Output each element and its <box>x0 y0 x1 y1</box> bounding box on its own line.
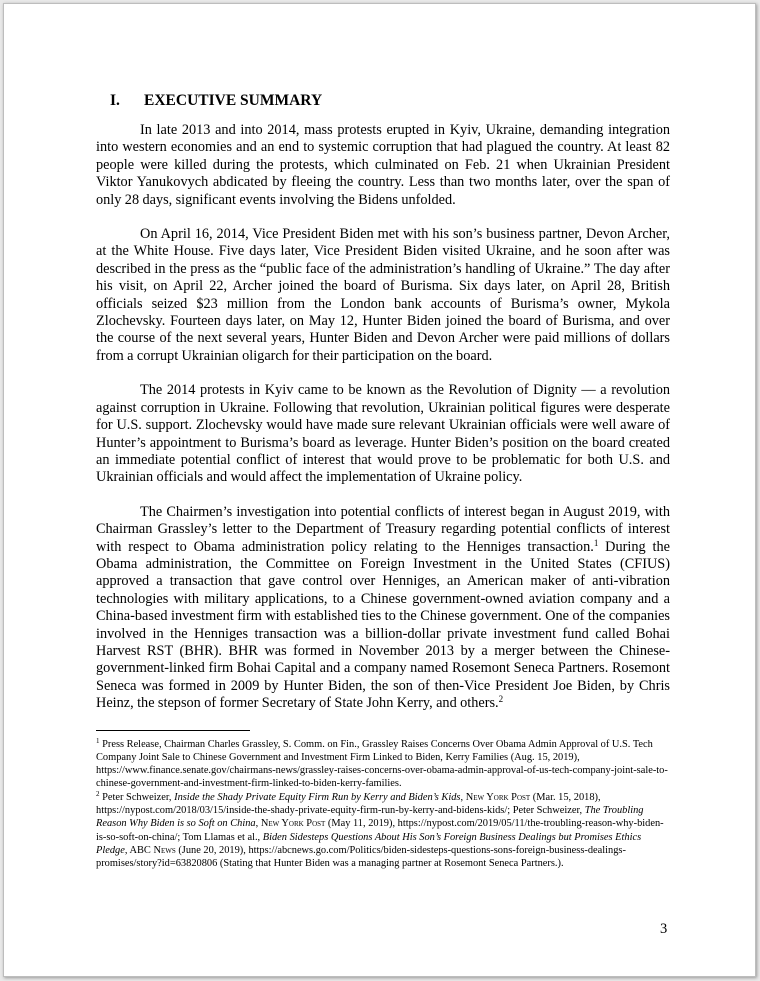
footnote-ref-1[interactable]: 1 <box>593 537 599 548</box>
footnote-2-mark: 2 <box>96 789 100 798</box>
page-number: 3 <box>660 921 668 937</box>
footnote-separator <box>96 730 250 731</box>
footnote-2-text-i: (May 11, 2019), https://nypost.com/2019/05/11/the-troubling-reason-why-biden-is-so-soft-on-china/; Tom Llamas et al., <box>96 818 664 843</box>
paragraph-3: The 2014 protests in Kyiv came to be known as the Revolution of Dignity — a revolution against corruption in Ukraine. Following that revolution, Ukrainian political figures were desperate for U.S. support. Zlochevsky would have made sure relevant Ukrainian officials were well aware of Hunter’s appointment to Burisma’s board as leverage. Hunter Biden’s position on the board created an immediate potential conflict of interest that would prove to be problematic for both U.S. and Ukrainian officials and would affect the implementation of Ukraine policy. <box>96 382 670 486</box>
paragraph-4-text-b: During the Obama administration, the Committee on Foreign Investment in the United States (CFIUS) approved a transaction that gave control over Henniges, an American maker of anti-vibration technologies with military applications, to a Chinese government-owned aviation company and a China-based investment firm with established ties to the Chinese government. One of the companies involved in the Henniges transaction was a billion-dollar private investment fund called Bohai Harvest RST (BHR). BHR was formed in November 2013 by a merger between the Chinese-government-linked firm Bohai Capital and a company named Rosemont Seneca Partners. Rosemont Seneca was formed in 2009 by Hunter Biden, the son of then-Vice President Joe Biden, by Chris Heinz, the stepson of former Secretary of State John Kerry, and others. <box>96 538 671 712</box>
footnote-2-article-3: Biden Sidesteps Questions About His Son’s Foreign Business Dealings but Promises Ethics Pledge <box>96 831 642 856</box>
footnote-2-source-2: New York Post <box>260 818 326 830</box>
footnote-1 <box>96 738 670 791</box>
paragraph-4 <box>96 504 670 713</box>
paragraph-4-text-a: The Chairmen’s investigation into potential conflicts of interest began in August 2019, with Chairman Grassley’s letter to the Department of Treasury regarding potential conflicts of interest with respect to Obama administration policy relating to the Henniges transaction. <box>96 503 670 555</box>
paragraph-2: On April 16, 2014, Vice President Biden met with his son’s business partner, Devon Archer, at the White House. Five days later, Vice President Biden visited Ukraine, and he soon after was described in the press as the “public face of the administration’s handling of Ukraine.” The day after his visit, on April 22, Archer joined the board of Burisma. Six days later, on April 28, British officials seized $23 million from the London bank accounts of Burisma’s owner, Mykola Zlochevsky. Fourteen days later, on May 12, Hunter Biden joined the board of Burisma, and over the course of the next several years, Hunter Biden and Devon Archer were paid millions of dollars from a corrupt Ukrainian oligarch for their participation on the board. <box>96 226 670 364</box>
footnote-2-article-2: The Troubling Reason Why Biden is so Soft on China <box>96 805 644 830</box>
footnote-2-text-g: , <box>255 818 261 830</box>
footnote-2-text-e: (Mar. 15, 2018), https://nypost.com/2018/03/15/inside-the-shady-private-equity-firm-run-by-kerry-and-bidens-kids/; Peter Schweizer, <box>96 791 601 817</box>
footnote-1-mark: 1 <box>96 736 100 745</box>
footnote-2-text-c: , <box>460 791 466 803</box>
footnote-2-text-m: (June 20, 2019), https://abcnews.go.com/Politics/biden-sidesteps-questions-sons-foreign-business-dealings-promises/story?id=63820806 (Stating that Hunter Biden was a managing partner at Rosemont Seneca Partners.). <box>96 844 626 870</box>
section-number: I. <box>110 92 120 109</box>
footnote-2-source-1: New York Post <box>465 791 531 803</box>
footnote-2-text-a: Peter Schweizer, <box>99 791 175 803</box>
footnote-2 <box>96 791 670 871</box>
section-heading <box>96 90 670 112</box>
section-title: EXECUTIVE SUMMARY <box>144 92 323 109</box>
footnote-1-text: Press Release, Chairman Charles Grassley, S. Comm. on Fin., Grassley Raises Concerns Over Obama Admin Approval of U.S. Tech Company Joint Sale to Chinese Government and Investment Firm Linked to Biden, Kerry Families (Aug. 15, 2019), https://www.finance.senate.gov/chairmans-news/grassley-raises-concerns-over-obama-admin-approval-of-us-tech-company-joint-sale-to-chinese-government-and-investment-firm-linked-to-biden-kerry-families. <box>96 738 668 790</box>
document-page <box>3 3 756 977</box>
footnote-2-source-3: News <box>153 844 176 856</box>
footnote-2-article-1: Inside the Shady Private Equity Firm Run by Kerry and Biden’s Kids <box>174 791 461 803</box>
footnote-ref-2[interactable]: 2 <box>498 694 504 705</box>
paragraph-1: In late 2013 and into 2014, mass protests erupted in Kyiv, Ukraine, demanding integration into western economies and an end to systemic corruption that had plagued the country. At least 82 people were killed during the protests, which culminated on Feb. 21 when Ukrainian President Viktor Yanukovych abdicated by fleeing the country. Less than two months later, over the span of only 28 days, significant events involving the Bidens unfolded. <box>96 122 670 208</box>
footnote-2-text-k: , ABC <box>124 844 154 856</box>
page-content <box>96 90 670 871</box>
